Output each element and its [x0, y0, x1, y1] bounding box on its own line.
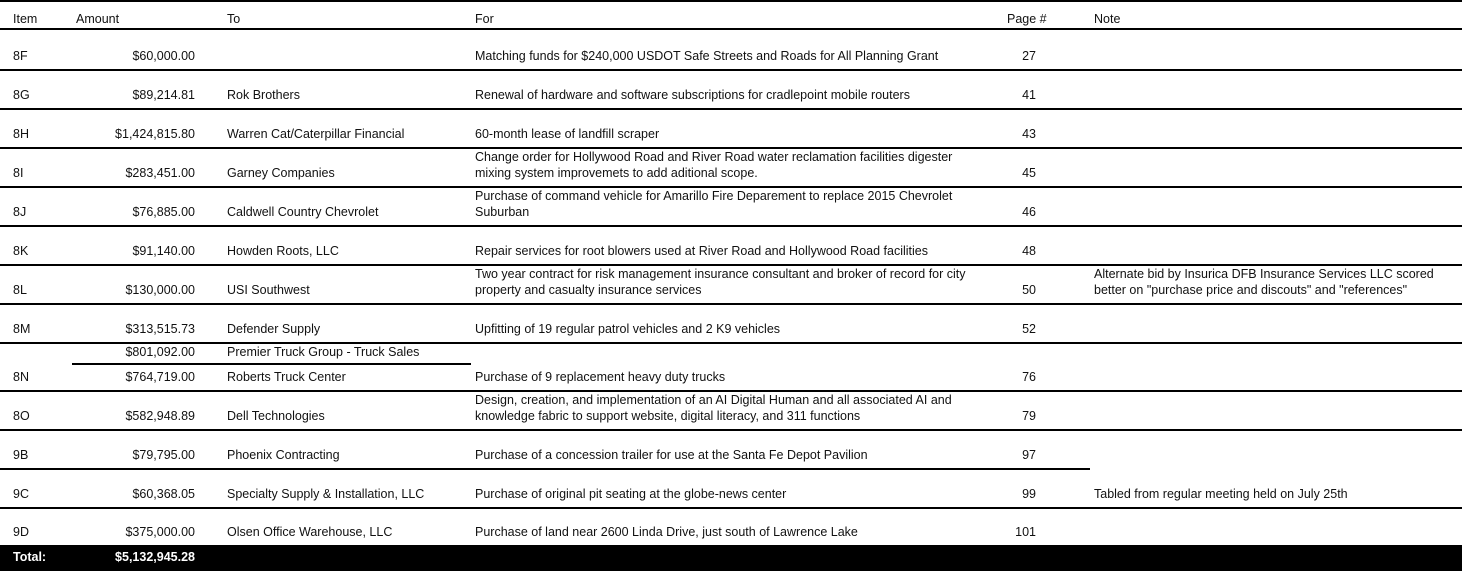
purpose-cell: Repair services for root blowers used at River Road and Hollywood Road facilities	[475, 244, 928, 258]
table-row	[0, 266, 1462, 303]
page-cell: 50	[1022, 283, 1036, 297]
amount-cell: $313,515.73	[125, 322, 195, 336]
item-cell: 8O	[13, 409, 30, 423]
amount-cell: $582,948.89	[125, 409, 195, 423]
purpose-cell: Two year contract for risk management insurance consultant and broker of record for city property and casualty insurance services	[475, 267, 966, 297]
vendor-cell: Garney Companies	[227, 166, 335, 180]
amount-cell: $60,000.00	[132, 49, 195, 63]
amount-cell: $375,000.00	[125, 525, 195, 539]
amount-cell: $130,000.00	[125, 283, 195, 297]
purpose-cell: 60-month lease of landfill scraper	[475, 127, 660, 141]
vendor-cell: Roberts Truck Center	[227, 370, 346, 384]
total-row	[0, 545, 1462, 571]
amount-cell: $91,140.00	[132, 244, 195, 258]
purpose-cell: Purchase of command vehicle for Amarillo Fire Deparement to replace 2015 Chevrolet Suburban	[475, 189, 953, 219]
table-row	[0, 344, 1462, 390]
page-cell: 52	[1022, 322, 1036, 336]
vendor-cell: Warren Cat/Caterpillar Financial	[227, 127, 405, 141]
page-cell: 99	[1022, 487, 1036, 501]
item-cell: 9D	[13, 525, 29, 539]
amount-cell: $76,885.00	[132, 205, 195, 219]
item-cell: 8F	[13, 49, 28, 63]
header-item: Item	[13, 12, 38, 26]
item-cell: 9B	[13, 448, 29, 462]
table-row	[0, 110, 1462, 147]
header-amount: Amount	[76, 12, 120, 26]
note-cell: Tabled from regular meeting held on July 25th	[1094, 487, 1348, 501]
vendor-cell: Premier Truck Group - Truck Sales	[227, 345, 420, 359]
sub-divider	[72, 363, 471, 365]
table-header	[0, 0, 1462, 30]
amount-cell: $79,795.00	[132, 448, 195, 462]
vendor-cell: Howden Roots, LLC	[227, 244, 339, 258]
purpose-cell: Matching funds for $240,000 USDOT Safe Streets and Roads for All Planning Grant	[475, 49, 939, 63]
purpose-cell: Purchase of a concession trailer for use at the Santa Fe Depot Pavilion	[475, 448, 868, 462]
item-cell: 8H	[13, 127, 29, 141]
table-row	[0, 509, 1462, 545]
item-cell: 8N	[13, 370, 29, 384]
table-row	[0, 149, 1462, 186]
table-row	[0, 431, 1462, 468]
header-for: For	[475, 12, 494, 26]
note-cell: Alternate bid by Insurica DFB Insurance Services LLC scored better on "purchase price and discouts" and "references"	[1094, 267, 1434, 297]
header-to: To	[227, 12, 241, 26]
item-cell: 8G	[13, 88, 30, 102]
table-row	[0, 71, 1462, 108]
table-row	[0, 305, 1462, 342]
page-cell: 76	[1022, 370, 1036, 384]
page-cell: 43	[1022, 127, 1036, 141]
page-cell: 45	[1022, 166, 1036, 180]
page-cell: 46	[1022, 205, 1036, 219]
total-amount: $5,132,945.28	[115, 550, 195, 564]
vendor-cell: USI Southwest	[227, 283, 310, 297]
amount-cell: $1,424,815.80	[115, 127, 195, 141]
purpose-cell: Design, creation, and implementation of an AI Digital Human and all associated AI and knowledge fabric to support website, digital literacy, and 311 functions	[475, 393, 952, 423]
item-cell: 8I	[13, 166, 24, 180]
header-note: Note	[1094, 12, 1121, 26]
page-cell: 27	[1022, 49, 1036, 63]
vendor-cell: Defender Supply	[227, 322, 321, 336]
purpose-cell: Purchase of original pit seating at the globe-news center	[475, 487, 787, 501]
item-cell: 8K	[13, 244, 29, 258]
total-label: Total:	[13, 550, 47, 564]
vendor-cell: Rok Brothers	[227, 88, 300, 102]
item-cell: 9C	[13, 487, 29, 501]
vendor-cell: Specialty Supply & Installation, LLC	[227, 487, 425, 501]
vendor-cell: Dell Technologies	[227, 409, 325, 423]
header-page: Page #	[1007, 12, 1047, 26]
vendor-cell: Phoenix Contracting	[227, 448, 340, 462]
page-cell: 41	[1022, 88, 1036, 102]
page-cell: 48	[1022, 244, 1036, 258]
item-cell: 8L	[13, 283, 27, 297]
page-cell: 101	[1015, 525, 1036, 539]
page-cell: 79	[1022, 409, 1036, 423]
table-row	[0, 188, 1462, 225]
purpose-cell: Change order for Hollywood Road and River Road water reclamation facilities digester mixing system improvemets to add aditional scope.	[475, 150, 953, 180]
table-row	[0, 392, 1462, 429]
vendor-cell: Caldwell Country Chevrolet	[227, 205, 379, 219]
vendor-cell: Olsen Office Warehouse, LLC	[227, 525, 393, 539]
amount-cell: $764,719.00	[125, 370, 195, 384]
purpose-cell: Upfitting of 19 regular patrol vehicles and 2 K9 vehicles	[475, 322, 781, 336]
amount-cell: $89,214.81	[132, 88, 195, 102]
amount-cell: $801,092.00	[125, 345, 195, 359]
table-row	[0, 227, 1462, 264]
item-cell: 8M	[13, 322, 31, 336]
table-row	[0, 32, 1462, 69]
table-row	[0, 470, 1462, 507]
item-cell: 8J	[13, 205, 27, 219]
purpose-cell: Purchase of land near 2600 Linda Drive, just south of Lawrence Lake	[475, 525, 858, 539]
page-cell: 97	[1022, 448, 1036, 462]
purpose-cell: Renewal of hardware and software subscriptions for cradlepoint mobile routers	[475, 88, 910, 102]
amount-cell: $283,451.00	[125, 166, 195, 180]
purpose-cell: Purchase of 9 replacement heavy duty trucks	[475, 370, 726, 384]
amount-cell: $60,368.05	[132, 487, 195, 501]
